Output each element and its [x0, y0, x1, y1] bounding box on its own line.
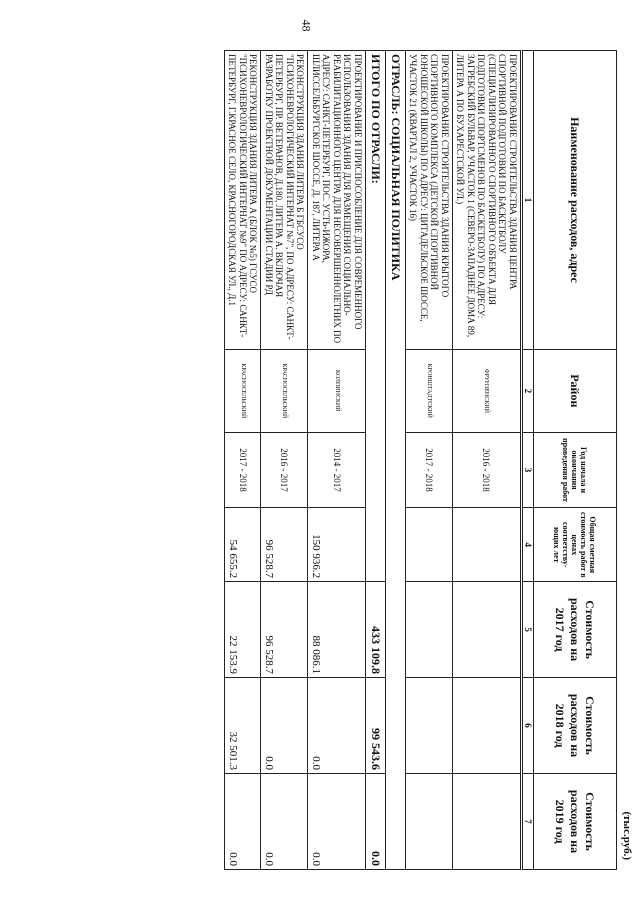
row-estimate: 96 528.7: [261, 508, 308, 582]
table-row: [308, 51, 366, 870]
section-title: ОТРАСЛЬ: СОЦИАЛЬНАЯ ПОЛИТИКА: [386, 51, 406, 870]
table-row: [406, 51, 453, 870]
page-number: 48: [299, 19, 314, 32]
row-estimate: [406, 508, 453, 582]
row-period: 2016 - 2018: [453, 432, 522, 508]
row-2019: [406, 774, 453, 870]
row-2017: 22 153.9: [225, 582, 262, 678]
row-estimate: [453, 508, 522, 582]
row-2018: [406, 678, 453, 774]
row-2019: 0.0: [225, 774, 262, 870]
row-2019: 0.0: [261, 774, 308, 870]
row-name: ПРОЕКТИРОВАНИЕ И ПРИСПОСОБЛЕНИЕ ДЛЯ СОВРЕМЕННОГО ИСПОЛЬЗОВАНИЯ ЗДАНИЯ ДЛЯ РАЗМЕЩЕНИЯ СОЦИАЛЬНО-РЕАБИЛИТАЦИОННОГО ЦЕНТРА ДЛЯ НЕСОВЕРШЕННОЛЕТНИХ ПО АДРЕСУ: САНКТ-ПЕТЕРБУРГ, ПОС. УСТЬ-ИЖОРА, ШЛИССЕЛЬБУРГСКОЕ ШОССЕ, Д. 187, ЛИТЕРА А: [308, 51, 366, 350]
header-period: Год начала и окончания проведения работ: [534, 432, 617, 508]
header-name: Наименование расходов, адрес: [534, 51, 617, 350]
section-row: [386, 51, 406, 870]
total-2017: 433 109.8: [366, 582, 386, 678]
row-2019: [453, 774, 522, 870]
row-2019: 0.0: [308, 774, 366, 870]
expenses-table: [224, 50, 617, 870]
col-index: 6: [522, 678, 534, 774]
col-index: 2: [522, 350, 534, 433]
row-name: ПРОЕКТИРОВАНИЕ СТРОИТЕЛЬСТВА ЗДАНИЯ ЦЕНТРА СПОРТИВНОЙ ПОДГОТОВКИ ПО БАСКЕТБОЛУ (СПЕЦИАЛИЗИРОВАННОГО СПОРТИВНОГО ОБЪЕКТА ДЛЯ ПОДГОТОВКИ СПОРТСМЕНОВ ПО БАСКЕТБОЛУ) ПО АДРЕСУ: ЗАГРЕБСКИЙ БУЛЬВАР, УЧАСТОК 1 (СЕВЕРО-ЗАПАДНЕЕ ДОМА 89, ЛИТЕРА А ПО БУХАРЕСТСКОЙ УЛ.): [453, 51, 522, 350]
row-district: КРАСНОСЕЛЬСКИЙ: [261, 350, 308, 433]
row-2018: 0.0: [308, 678, 366, 774]
row-name: РЕКОНСТРУКЦИЯ ЗДАНИЯ ЛИТЕРА А (БЛОК №5) ГСУСО "ПСИХОНЕВРОЛОГИЧЕСКИЙ ИНТЕРНАТ №9" ПО АДРЕСУ: САНКТ-ПЕТЕРБУРГ, Г.КРАСНОЕ СЕЛО, КРАСНОГОРОДСКАЯ УЛ., Д.1: [225, 51, 262, 350]
header-2019: Стоимость расходов на 2019 год: [534, 774, 617, 870]
total-2019: 0.0: [366, 774, 386, 870]
row-district: ФРУНЗЕНСКИЙ: [453, 350, 522, 433]
row-name: РЕКОНСТРУКЦИЯ ЗДАНИЯ ЛИТЕРА Б ГБСУСО "ПСИХОНЕВРОЛОГИЧЕСКИЙ ИНТЕРНАТ №7", ПО АДРЕСУ: САНКТ-ПЕТЕРБУРГ, ПР. ВЕТЕРАНОВ, Д.180, ЛИТЕРА А. ВКЛЮЧАЯ РАЗРАБОТКУ ПРОЕКТНОЙ ДОКУМЕНТАЦИИ СТАДИИ РД: [261, 51, 308, 350]
row-district: КРОНШТАДТСКИЙ: [406, 350, 453, 433]
row-district: КОЛПИНСКИЙ: [308, 350, 366, 433]
header-2017: Стоимость расходов на 2017 год: [534, 582, 617, 678]
total-2018: 99 543.6: [366, 678, 386, 774]
col-index: 5: [522, 582, 534, 678]
total-row: [366, 51, 386, 870]
row-period: 2017 - 2018: [225, 432, 262, 508]
table-row: [261, 51, 308, 870]
col-index: 1: [522, 51, 534, 350]
total-label: ИТОГО ПО ОТРАСЛИ:: [366, 51, 386, 582]
header-district: Район: [534, 350, 617, 433]
table-row: [225, 51, 262, 870]
row-2017: [453, 582, 522, 678]
col-index: 4: [522, 508, 534, 582]
column-index-row: [522, 51, 534, 870]
header-estimate: Общая сметная стоимость работ в ценах соответству-ющих лет: [534, 508, 617, 582]
unit-label: (тыс.руб.): [621, 811, 633, 860]
table-row: [453, 51, 522, 870]
col-index: 3: [522, 432, 534, 508]
row-2017: [406, 582, 453, 678]
col-index: 7: [522, 774, 534, 870]
row-2018: 32 501.3: [225, 678, 262, 774]
rotated-table-page: [165, 50, 635, 870]
row-estimate: 54 655.2: [225, 508, 262, 582]
row-period: 2014 - 2017: [308, 432, 366, 508]
row-2017: 96 528.7: [261, 582, 308, 678]
row-name: ПРОЕКТИРОВАНИЕ СТРОИТЕЛЬСТВА ЗДАНИЯ КРЫТОГО СПОРТИВНОГО КОМПЛЕКСА (ДЕТСКОЙ СПОРТИВНОЙ ЮНОШЕСКОЙ ШКОЛЫ) ПО АДРЕСУ: ЦИТАДЕЛЬСКОЕ ШОССЕ, УЧАСТОК 21 (КВАРТАЛ 2, УЧАСТОК 16): [406, 51, 453, 350]
header-2018: Стоимость расходов на 2018 год: [534, 678, 617, 774]
row-district: КРАСНОСЕЛЬСКИЙ: [225, 350, 262, 433]
header-row: [534, 51, 617, 870]
row-period: 2016 - 2017: [261, 432, 308, 508]
row-2018: [453, 678, 522, 774]
row-2018: 0.0: [261, 678, 308, 774]
row-2017: 88 086.1: [308, 582, 366, 678]
row-estimate: 150 936.2: [308, 508, 366, 582]
row-period: 2017 - 2018: [406, 432, 453, 508]
